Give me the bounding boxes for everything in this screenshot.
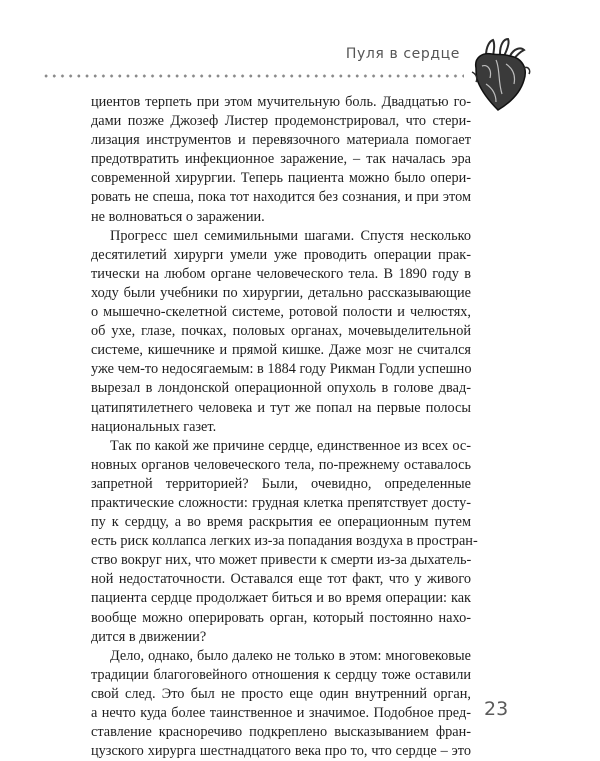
dotted-header-rule <box>42 74 464 78</box>
text-line: пу к сердцу, а во время раскрытия ее операционным путем <box>91 514 471 531</box>
text-line: Дело, однако, было далеко не только в этом: многовековые <box>110 647 471 664</box>
text-line: лизация инструментов и перевязочного материала помогает <box>91 132 471 149</box>
body-text <box>91 93 478 761</box>
paragraph <box>91 227 471 437</box>
text-line: а нечто куда более таинственное и значимое. Подобное пред- <box>91 705 471 721</box>
text-line: ство вокруг них, что может привести к смерти из-за дыхатель- <box>91 552 472 569</box>
text-line: о мышечно-скелетной системе, ротовой полости и челюстях, <box>91 304 471 321</box>
text-line: ставление красноречиво подкреплено высказыванием фран- <box>91 724 471 741</box>
running-head-title: Пуля в сердце <box>345 46 460 62</box>
text-line: пациента сердце продолжает биться и во время операции: как <box>91 590 471 607</box>
text-line: ходу были учебники по хирургии, детально рассказывающие <box>91 284 471 301</box>
text-line: об ухе, глазе, почках, половых органах, мочевыделительной <box>91 323 471 340</box>
text-line: современной хирургии. Теперь пациента можно было опери- <box>91 170 471 187</box>
text-line: свой след. Это был не просто еще один внутренний орган, <box>91 685 471 702</box>
text-line: ровать не спеша, пока тот находится без сознания, и при этом <box>91 189 471 206</box>
text-line: Так по какой же причине сердце, единственное из всех ос- <box>110 437 471 454</box>
text-line: национальных газет. <box>91 418 217 435</box>
text-line: системе, кишечнике и прямой кишке. Даже мозг не считался <box>91 342 471 359</box>
text-line: дами позже Джозеф Листер продемонстрировал, что стери- <box>91 113 471 130</box>
paragraph <box>91 93 471 227</box>
paragraph <box>91 437 478 647</box>
text-line: предотвратить инфекционное заражение, – так началась эра <box>91 151 471 168</box>
paragraph <box>91 647 471 761</box>
page-number: 23 <box>484 698 509 720</box>
text-line: десятилетий хирурги умели уже проводить операции прак- <box>91 246 471 263</box>
text-line: практические сложности: грудная клетка препятствует досту- <box>91 494 471 511</box>
anatomical-heart-icon <box>466 38 532 112</box>
text-line: есть риск коллапса легких из-за попадания воздуха в простран- <box>91 533 478 550</box>
text-line: вообще можно оперировать орган, который постоянно нахо- <box>91 609 471 626</box>
text-line: традиции благоговейного отношения к сердцу тоже оставили <box>91 666 471 683</box>
text-line: ной недостаточности. Оставался еще тот факт, что у живого <box>91 571 471 588</box>
text-line: дится в движении? <box>91 628 207 645</box>
text-line: тически на любом органе человеческого тела. В 1890 году в <box>91 265 471 282</box>
text-line: Прогресс шел семимильными шагами. Спустя несколько <box>110 227 471 244</box>
text-line: циентов терпеть при этом мучительную боль. Двадцатью го- <box>91 94 471 110</box>
text-line: не волноваться о заражении. <box>91 208 265 225</box>
text-line: новных органов человеческого тела, по-прежнему оставалось <box>91 456 471 473</box>
text-line: уже чем-то недосягаемым: в 1884 году Рикман Годли успешно <box>91 361 472 378</box>
text-line: цузского хирурга шестнадцатого века про то, что сердце – это <box>91 743 471 760</box>
text-line: вырезал в лондонской операционной опухоль в голове двад- <box>91 380 471 397</box>
text-line: цатипятилетнего человека и тут же попал на первые полосы <box>91 399 471 416</box>
text-line: запретной территорией? Были, очевидно, определенные <box>91 475 471 492</box>
